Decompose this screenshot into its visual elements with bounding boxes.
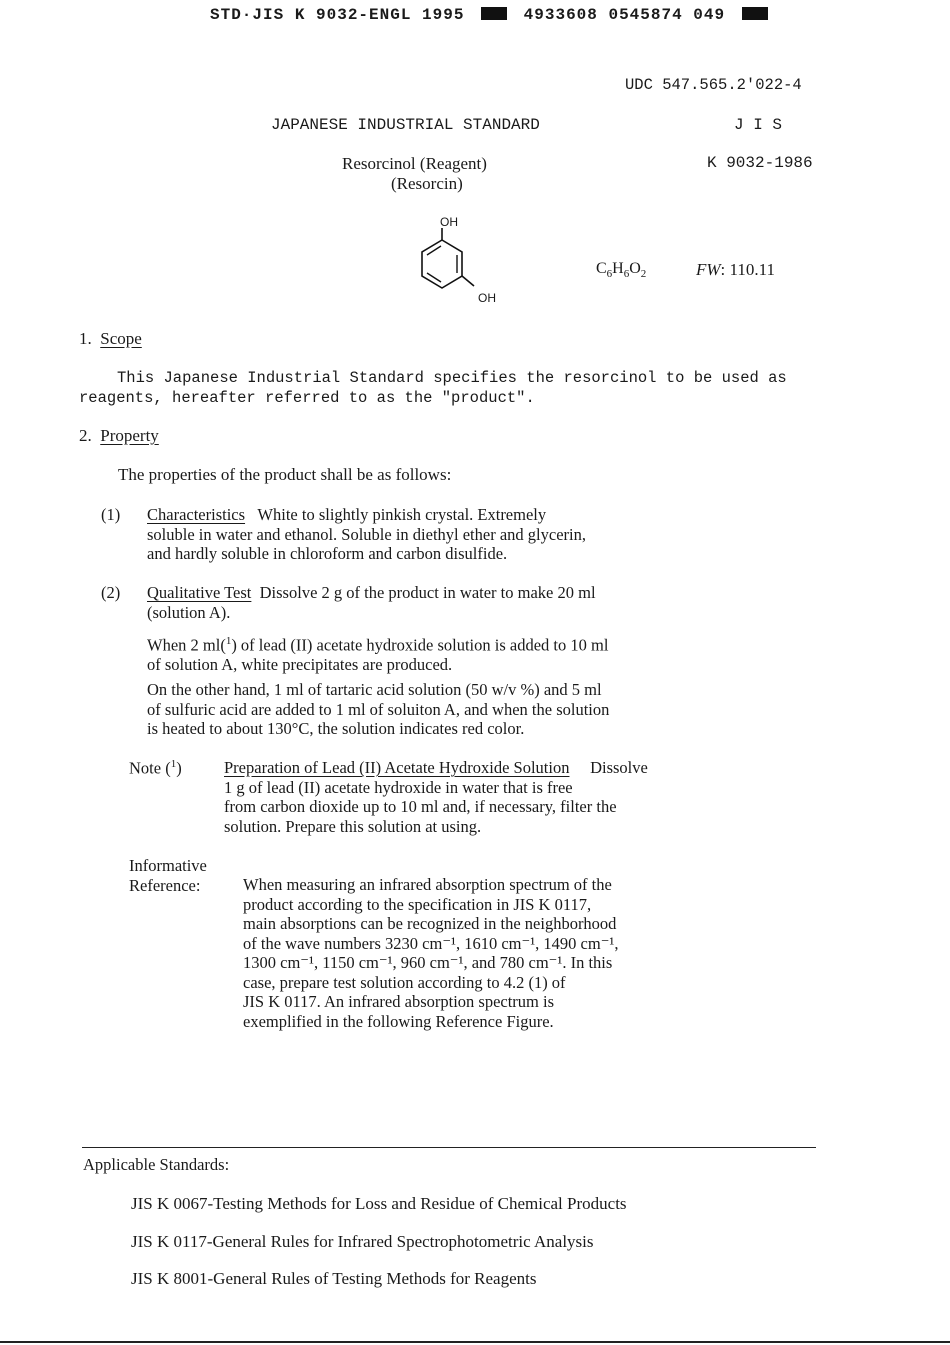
- formula-h: H: [612, 260, 624, 277]
- document-header-code: [210, 6, 774, 24]
- informative-line-6: case, prepare test solution according to 4.2 (1) of: [243, 972, 566, 992]
- applicable-standard-item: JIS K 0067-Testing Methods for Loss and Residue of Chemical Products: [131, 1194, 627, 1213]
- item-1-number: (1): [101, 505, 121, 524]
- applicable-standard-item: JIS K 0117-General Rules for Infrared Spectrophotometric Analysis: [131, 1232, 594, 1251]
- informative-line-4: of the wave numbers 3230 cm⁻¹, 1610 cm⁻¹, 1490 cm⁻¹,: [243, 933, 619, 953]
- qualitative-line-2: (solution A).: [147, 602, 231, 622]
- applicable-standard-item: JIS K 8001-General Rules of Testing Methods for Reagents: [131, 1269, 537, 1288]
- applicable-standards-heading: Applicable Standards:: [83, 1155, 230, 1174]
- header-black-block-end: [742, 7, 768, 20]
- note-paragraph: [224, 758, 824, 836]
- scope-text-line-1: This Japanese Industrial Standard specifies the resorcinol to be used as: [117, 369, 787, 387]
- scope-number: 1.: [79, 329, 92, 348]
- header-black-block: [481, 7, 507, 20]
- qualitative-line-1: Dissolve 2 g of the product in water to make 20 ml: [259, 583, 596, 602]
- characteristics-heading: Characteristics: [147, 505, 246, 524]
- qualitative-p2-part-a: When 2 ml(: [147, 635, 226, 655]
- property-intro: The properties of the product shall be as follows:: [118, 465, 452, 484]
- molecular-formula: [596, 260, 646, 280]
- scope-heading: [79, 329, 142, 349]
- informative-line-7: JIS K 0117. An infrared absorption spectrum is: [243, 992, 555, 1011]
- informative-line-2: product according to the specification in JIS K 0117,: [243, 894, 592, 914]
- characteristics-line-3: and hardly soluble in chloroform and carbon disulfide.: [147, 544, 508, 563]
- informative-line-3: main absorptions can be recognized in the neighborhood: [243, 914, 617, 933]
- property-number: 2.: [79, 426, 92, 445]
- benzene-ring: [422, 240, 462, 288]
- resorcinol-structure-diagram: [410, 214, 510, 314]
- note-heading: Preparation of Lead (II) Acetate Hydroxide Solution: [224, 758, 570, 777]
- qualitative-p3-line-2: of sulfuric acid are added to 1 ml of soluiton A, and when the solution: [147, 699, 610, 719]
- item-2-number: (2): [101, 583, 121, 602]
- informative-label-line-1: Informative: [129, 856, 207, 875]
- qualitative-p3-line-3: is heated to about 130°C, the solution indicates red color.: [147, 719, 525, 738]
- formula-c: C: [596, 260, 607, 277]
- document-subtitle: (Resorcin): [391, 174, 463, 193]
- informative-line-1: When measuring an infrared absorption spectrum of the: [243, 875, 612, 894]
- informative-label: [129, 856, 207, 895]
- note-label: [129, 758, 182, 779]
- formula-c-sub: 6: [606, 268, 613, 281]
- note-line-2: 1 g of lead (II) acetate hydroxide in water that is free: [224, 777, 573, 797]
- informative-line-8: exemplified in the following Reference Figure.: [243, 1011, 554, 1031]
- informative-label-line-2: Reference:: [129, 875, 201, 895]
- qualitative-paragraph-3: [147, 680, 847, 739]
- header-standard-code: STD·JIS K 9032-ENGL 1995: [210, 6, 465, 24]
- note-line-3: from carbon dioxide up to 10 ml and, if necessary, filter the: [224, 797, 617, 816]
- property-heading: [79, 426, 159, 446]
- standard-code: K 9032-1986: [707, 154, 813, 172]
- fw-value: : 110.11: [720, 260, 776, 279]
- page-bottom-rule: [0, 1341, 950, 1343]
- udc-number: UDC 547.565.2'022-4: [625, 76, 802, 94]
- formula-o-sub: 2: [640, 268, 647, 281]
- applicable-standards-divider: [82, 1147, 816, 1148]
- document-title: Resorcinol (Reagent): [342, 154, 487, 173]
- characteristics-line-2: soluble in water and ethanol. Soluble in diethyl ether and glycerin,: [147, 524, 586, 544]
- fw-label: FW: [696, 260, 721, 279]
- org-name: JAPANESE INDUSTRIAL STANDARD: [271, 116, 540, 134]
- scope-text-line-2: reagents, hereafter referred to as the "product".: [79, 388, 535, 407]
- note-label-text: Note (: [129, 758, 171, 778]
- oh-label-right: OH: [478, 291, 496, 305]
- informative-line-5: 1300 cm⁻¹, 1150 cm⁻¹, 960 cm⁻¹, and 780 cm⁻¹. In this: [243, 953, 613, 972]
- header-serial-number: 4933608 0545874 049: [523, 6, 726, 24]
- qualitative-p2-part-b: ) of lead (II) acetate hydroxide solution is added to 10 ml: [231, 635, 609, 655]
- informative-paragraph: [243, 875, 803, 1031]
- note-label-close: ): [176, 758, 182, 778]
- qualitative-paragraph-2: [147, 632, 837, 675]
- characteristics-line-1: White to slightly pinkish crystal. Extremely: [257, 505, 547, 524]
- qualitative-p2-line-2: of solution A, white precipitates are produced.: [147, 655, 453, 674]
- note-line-1-tail: Dissolve: [590, 758, 648, 777]
- note-sup: 1: [170, 758, 177, 770]
- oh-label-top: OH: [440, 215, 458, 229]
- characteristics-paragraph: [147, 505, 837, 564]
- formula-h-sub: 6: [623, 268, 630, 281]
- note-line-4: solution. Prepare this solution at using.: [224, 816, 482, 836]
- formula-o: O: [629, 260, 641, 277]
- qualitative-p3-line-1: On the other hand, 1 ml of tartaric acid solution (50 w/v %) and 5 ml: [147, 680, 602, 699]
- property-title: Property: [100, 426, 159, 445]
- scope-title: Scope: [100, 329, 142, 348]
- footnote-ref-1: 1: [225, 635, 232, 647]
- qualitative-test-heading: Qualitative Test: [147, 583, 252, 602]
- formula-weight: [696, 260, 775, 280]
- bond-right-oh: [462, 276, 474, 286]
- scope-paragraph: [79, 369, 787, 408]
- qualitative-test-paragraph: [147, 583, 837, 622]
- jis-label: J I S: [734, 116, 783, 134]
